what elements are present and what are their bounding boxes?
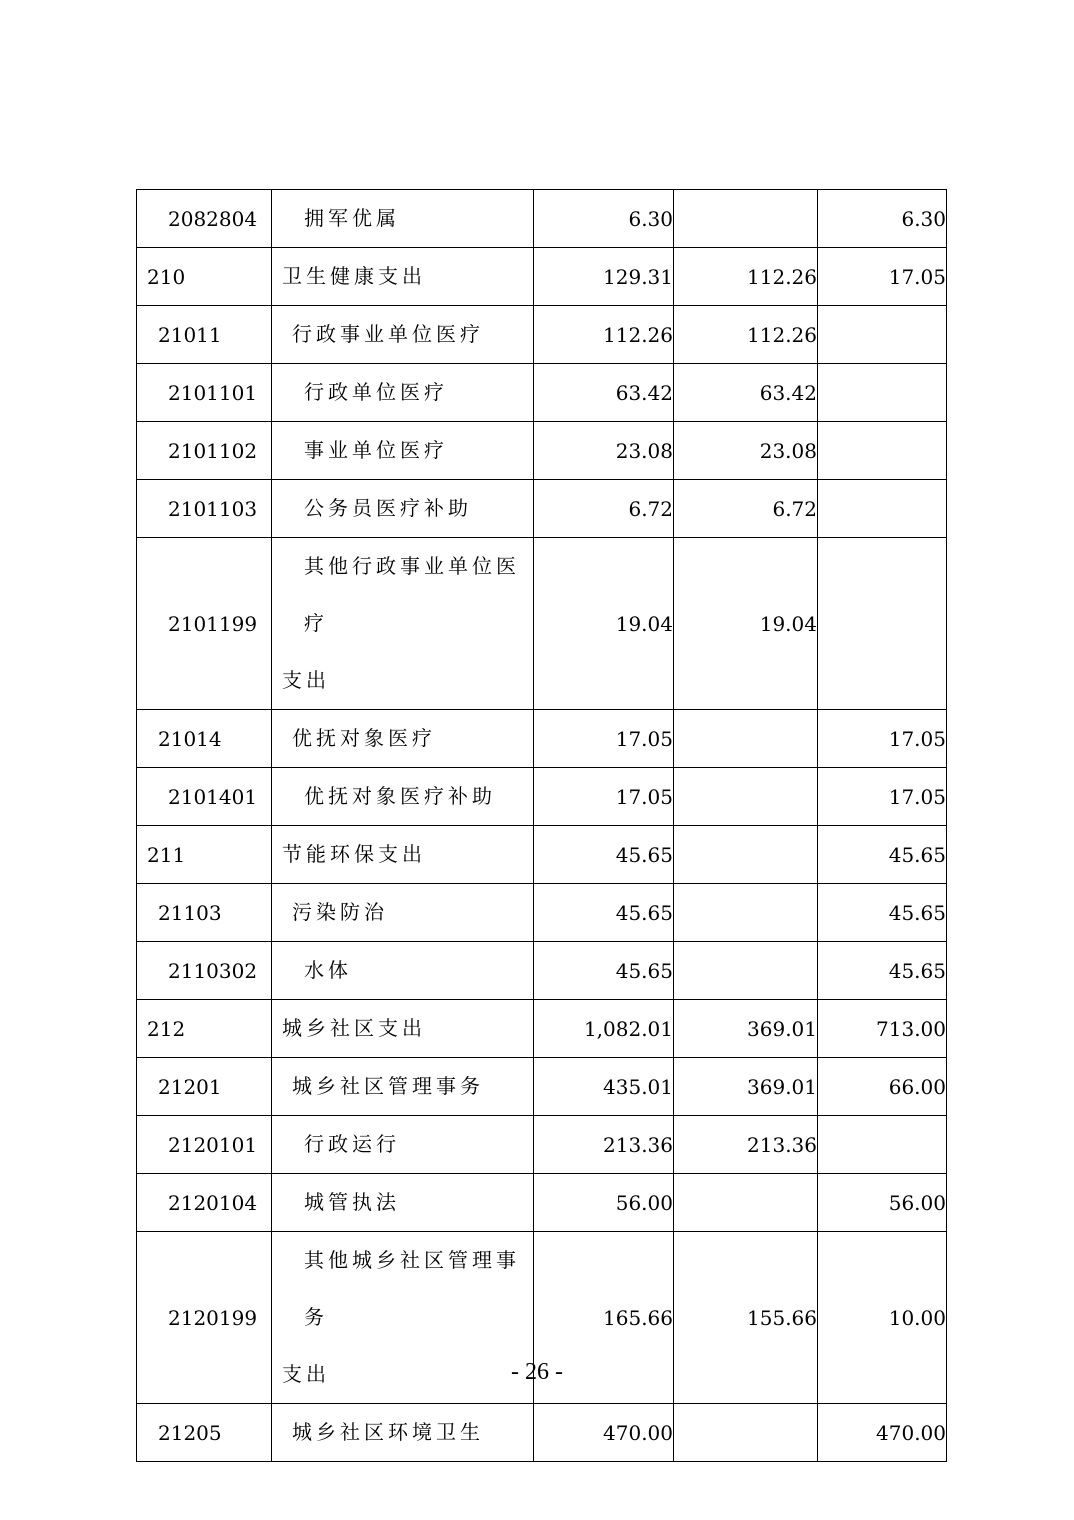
account-name-cell: 行政单位医疗 — [272, 364, 534, 422]
total-amount-cell: 17.05 — [534, 710, 674, 768]
account-name-cell: 卫生健康支出 — [272, 248, 534, 306]
basic-expenditure-cell: 112.26 — [674, 248, 818, 306]
table-row — [137, 306, 947, 364]
total-amount-cell: 129.31 — [534, 248, 674, 306]
total-amount-cell: 470.00 — [534, 1404, 674, 1462]
account-code-cell: 21205 — [137, 1404, 272, 1462]
account-name-line: 支出 — [282, 1362, 330, 1386]
total-amount-cell: 6.72 — [534, 480, 674, 538]
project-expenditure-cell — [818, 538, 947, 710]
account-name-cell: 公务员医疗补助 — [272, 480, 534, 538]
account-name-cell: 城乡社区支出 — [272, 1000, 534, 1058]
project-expenditure-cell: 10.00 — [818, 1232, 947, 1404]
account-name-cell: 优抚对象医疗 — [272, 710, 534, 768]
total-amount-cell: 45.65 — [534, 826, 674, 884]
basic-expenditure-cell — [674, 190, 818, 248]
total-amount-cell: 165.66 — [534, 1232, 674, 1404]
account-code-cell: 211 — [137, 826, 272, 884]
total-amount-cell: 1,082.01 — [534, 1000, 674, 1058]
basic-expenditure-cell: 6.72 — [674, 480, 818, 538]
table-row — [137, 480, 947, 538]
total-amount-cell: 6.30 — [534, 190, 674, 248]
table-row — [137, 768, 947, 826]
budget-table — [136, 189, 947, 1462]
account-code-cell: 2120104 — [137, 1174, 272, 1232]
account-name-cell: 节能环保支出 — [272, 826, 534, 884]
project-expenditure-cell — [818, 364, 947, 422]
basic-expenditure-cell: 63.42 — [674, 364, 818, 422]
account-name-cell: 事业单位医疗 — [272, 422, 534, 480]
table-row — [137, 1116, 947, 1174]
account-code-cell: 2101101 — [137, 364, 272, 422]
table-row — [137, 248, 947, 306]
table-row — [137, 884, 947, 942]
basic-expenditure-cell: 23.08 — [674, 422, 818, 480]
table-row — [137, 826, 947, 884]
account-code-cell: 2101401 — [137, 768, 272, 826]
project-expenditure-cell — [818, 306, 947, 364]
basic-expenditure-cell — [674, 1404, 818, 1462]
project-expenditure-cell — [818, 1116, 947, 1174]
account-name-cell: 优抚对象医疗补助 — [272, 768, 534, 826]
basic-expenditure-cell — [674, 710, 818, 768]
table-row — [137, 710, 947, 768]
basic-expenditure-cell: 369.01 — [674, 1000, 818, 1058]
table-row — [137, 422, 947, 480]
project-expenditure-cell — [818, 422, 947, 480]
total-amount-cell: 17.05 — [534, 768, 674, 826]
total-amount-cell: 45.65 — [534, 942, 674, 1000]
account-name-cell: 拥军优属 — [272, 190, 534, 248]
table-row — [137, 364, 947, 422]
table-row — [137, 538, 947, 710]
account-code-cell: 21201 — [137, 1058, 272, 1116]
account-name-line: 其他行政事业单位医疗 — [304, 554, 520, 635]
basic-expenditure-cell — [674, 826, 818, 884]
account-code-cell: 2110302 — [137, 942, 272, 1000]
account-name-cell: 行政运行 — [272, 1116, 534, 1174]
project-expenditure-cell: 66.00 — [818, 1058, 947, 1116]
basic-expenditure-cell — [674, 768, 818, 826]
project-expenditure-cell: 56.00 — [818, 1174, 947, 1232]
project-expenditure-cell: 17.05 — [818, 710, 947, 768]
account-name-cell — [272, 538, 534, 710]
project-expenditure-cell: 45.65 — [818, 826, 947, 884]
total-amount-cell: 112.26 — [534, 306, 674, 364]
total-amount-cell: 63.42 — [534, 364, 674, 422]
total-amount-cell: 23.08 — [534, 422, 674, 480]
basic-expenditure-cell: 369.01 — [674, 1058, 818, 1116]
account-code-cell: 21103 — [137, 884, 272, 942]
project-expenditure-cell: 17.05 — [818, 248, 947, 306]
basic-expenditure-cell — [674, 942, 818, 1000]
total-amount-cell: 435.01 — [534, 1058, 674, 1116]
account-name-cell: 城管执法 — [272, 1174, 534, 1232]
basic-expenditure-cell — [674, 1174, 818, 1232]
account-name-cell: 城乡社区管理事务 — [272, 1058, 534, 1116]
account-code-cell: 2101199 — [137, 538, 272, 710]
project-expenditure-cell: 713.00 — [818, 1000, 947, 1058]
basic-expenditure-cell: 213.36 — [674, 1116, 818, 1174]
basic-expenditure-cell: 19.04 — [674, 538, 818, 710]
account-code-cell: 2101103 — [137, 480, 272, 538]
table-row — [137, 1000, 947, 1058]
project-expenditure-cell: 17.05 — [818, 768, 947, 826]
project-expenditure-cell: 45.65 — [818, 884, 947, 942]
account-name-line: 其他城乡社区管理事务 — [304, 1248, 520, 1329]
account-code-cell: 212 — [137, 1000, 272, 1058]
account-code-cell: 2101102 — [137, 422, 272, 480]
total-amount-cell: 56.00 — [534, 1174, 674, 1232]
account-name-cell: 污染防治 — [272, 884, 534, 942]
account-code-cell: 2120101 — [137, 1116, 272, 1174]
project-expenditure-cell: 470.00 — [818, 1404, 947, 1462]
project-expenditure-cell: 45.65 — [818, 942, 947, 1000]
table-row — [137, 1058, 947, 1116]
total-amount-cell: 213.36 — [534, 1116, 674, 1174]
basic-expenditure-cell: 112.26 — [674, 306, 818, 364]
account-code-cell: 21011 — [137, 306, 272, 364]
table-row — [137, 1404, 947, 1462]
project-expenditure-cell: 6.30 — [818, 190, 947, 248]
account-name-cell: 水体 — [272, 942, 534, 1000]
account-code-cell: 2082804 — [137, 190, 272, 248]
basic-expenditure-cell — [674, 884, 818, 942]
total-amount-cell: 45.65 — [534, 884, 674, 942]
page-number: - 26 - — [511, 1359, 563, 1385]
account-code-cell: 2120199 — [137, 1232, 272, 1404]
account-code-cell: 210 — [137, 248, 272, 306]
table-row — [137, 942, 947, 1000]
table-row — [137, 190, 947, 248]
table-row — [137, 1174, 947, 1232]
account-name-line: 支出 — [282, 668, 330, 692]
total-amount-cell: 19.04 — [534, 538, 674, 710]
account-name-cell: 行政事业单位医疗 — [272, 306, 534, 364]
account-code-cell: 21014 — [137, 710, 272, 768]
basic-expenditure-cell: 155.66 — [674, 1232, 818, 1404]
budget-table-body — [137, 190, 947, 1462]
account-name-cell: 城乡社区环境卫生 — [272, 1404, 534, 1462]
project-expenditure-cell — [818, 480, 947, 538]
